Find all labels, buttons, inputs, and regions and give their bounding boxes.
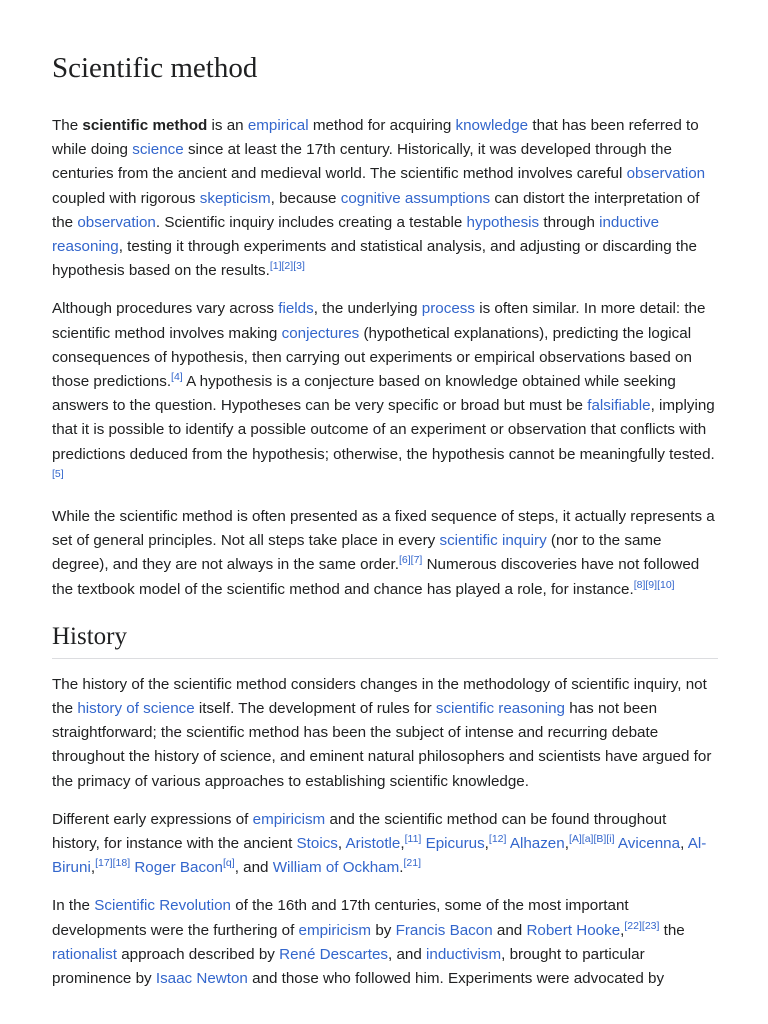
- intro-paragraph-1: [52, 114, 718, 283]
- text: the: [659, 921, 685, 939]
- text: ,: [400, 835, 405, 853]
- link-conjectures[interactable]: conjectures: [281, 324, 360, 342]
- link-al-biruni[interactable]: Al-Biruni: [52, 835, 707, 877]
- text: through: [539, 213, 600, 231]
- citation-B[interactable]: [B]: [593, 833, 607, 846]
- text: coupled with rigorous: [52, 189, 200, 207]
- text: Different early expressions of: [52, 810, 253, 828]
- link-process[interactable]: process: [421, 300, 475, 318]
- citation-4[interactable]: [4]: [171, 371, 183, 384]
- text: The history of the scientific method considers changes in the methodology of scientific inquiry, not the: [52, 675, 707, 718]
- text: In the: [52, 897, 95, 915]
- text: ,: [564, 835, 569, 853]
- link-fields[interactable]: fields: [278, 300, 314, 318]
- text: of the 16th and 17th centuries, some of the most important developments were the furthering of: [52, 897, 629, 939]
- link-scientific-inquiry[interactable]: scientific inquiry: [439, 532, 547, 550]
- link-hypothesis[interactable]: hypothesis: [466, 213, 540, 231]
- link-scientific-reasoning[interactable]: scientific reasoning: [435, 700, 566, 718]
- note-a[interactable]: [a]: [581, 833, 594, 846]
- link-rationalist[interactable]: rationalist: [52, 945, 117, 963]
- link-isaac-newton[interactable]: Isaac Newton: [155, 970, 248, 988]
- link-robert-hooke[interactable]: Robert Hooke: [526, 921, 621, 939]
- history-paragraph-3: [52, 894, 718, 991]
- link-history-of-science[interactable]: history of science: [77, 700, 195, 718]
- text: (hypothetical explanations), predicting the logical consequences of hypothesis, then carrying out experiments or empirical observations based on those predictions.: [52, 324, 692, 391]
- text: and: [492, 921, 527, 939]
- text: by: [371, 921, 396, 939]
- text: (nor to the same degree), and they are not always in the same order.: [52, 532, 662, 574]
- text: ,: [484, 835, 489, 853]
- text: .: [399, 859, 404, 877]
- citation-11[interactable]: [11]: [404, 833, 422, 846]
- citation-21[interactable]: [21]: [403, 857, 422, 870]
- page-title: Scientific method: [52, 52, 258, 84]
- citation-8[interactable]: [8]: [633, 578, 646, 591]
- text: ,: [680, 835, 688, 853]
- article-content: [52, 48, 718, 1005]
- text: , implying that it is possible to identify a possible outcome of an experiment or observation that conflicts with predictions deduced from the hypothesis; otherwise, the hypothesis cannot be meaningfully tested.: [52, 397, 715, 463]
- text: , the underlying: [313, 300, 422, 318]
- text: , testing it through experiments and statistical analysis, and adjusting or discarding the hypothesis based on the results.: [52, 238, 698, 280]
- text: method for acquiring: [308, 117, 456, 134]
- link-william-of-ockham[interactable]: William of Ockham: [272, 859, 400, 877]
- text: and the scientific method can be found throughout history, for instance with the ancient: [52, 810, 667, 853]
- text: ,: [90, 859, 96, 877]
- link-roger-bacon[interactable]: Roger Bacon: [134, 859, 223, 877]
- text: that has been referred to while doing: [52, 117, 699, 159]
- link-epicurus[interactable]: Epicurus: [425, 835, 485, 853]
- link-francis-bacon[interactable]: Francis Bacon: [395, 921, 493, 939]
- link-empiricism[interactable]: empiricism: [252, 810, 326, 828]
- citation-22[interactable]: [22]: [624, 919, 642, 932]
- citation-A[interactable]: [A]: [568, 833, 582, 846]
- link-observation-2[interactable]: observation: [77, 213, 156, 231]
- link-inductive-reasoning[interactable]: inductive reasoning: [52, 213, 660, 256]
- link-empiricism-2[interactable]: empiricism: [298, 921, 372, 939]
- text: since at least the 17th century. Historically, it was developed through the centuries from the ancient and medieval world. The scientific method involves careful: [52, 141, 672, 183]
- link-rene-descartes[interactable]: René Descartes: [279, 945, 389, 963]
- citation-1[interactable]: [1]: [269, 260, 282, 273]
- text: has not been straightforward; the scientific method has been the subject of intense and recurring debate throughout the history of science, and eminent natural philosophers and scientists have argued for the primacy of various approaches to establishing scientific knowledge.: [52, 700, 712, 790]
- text: can distort the interpretation of the: [52, 189, 700, 231]
- text: is often similar. In more detail: the scientific method involves making: [52, 300, 706, 342]
- link-stoics[interactable]: Stoics: [296, 835, 338, 853]
- text: , and: [388, 945, 427, 963]
- note-q[interactable]: [q]: [223, 857, 235, 870]
- citation-9[interactable]: [9]: [645, 578, 658, 591]
- link-avicenna[interactable]: Avicenna: [617, 835, 681, 853]
- section-heading-history: History: [52, 620, 718, 659]
- intro-paragraph-3: [52, 505, 718, 602]
- text: ,: [337, 835, 346, 853]
- link-inductivism[interactable]: inductivism: [426, 945, 502, 963]
- link-science[interactable]: science: [132, 141, 184, 159]
- text: A hypothesis is a conjecture based on knowledge obtained while seeking answers to the question. Hypotheses can be very specific or broad but must be: [52, 373, 676, 415]
- text: , brought to particular prominence by: [52, 945, 645, 988]
- link-aristotle[interactable]: Aristotle: [345, 835, 401, 853]
- text: While the scientific method is often presented as a fixed sequence of steps, it actually represents a set of general principles. Not all steps take place in every: [52, 508, 715, 550]
- intro-paragraph-2: [52, 297, 718, 491]
- citation-3[interactable]: [3]: [293, 260, 305, 273]
- citation-2[interactable]: [2]: [281, 260, 294, 273]
- citation-17[interactable]: [17]: [95, 857, 113, 870]
- text: is an: [207, 117, 248, 134]
- text: itself. The development of rules for: [194, 700, 436, 718]
- text: The: [52, 117, 83, 134]
- history-paragraph-2: [52, 808, 718, 881]
- link-skepticism[interactable]: skepticism: [199, 189, 271, 207]
- citation-6[interactable]: [6]: [398, 554, 411, 567]
- link-empirical[interactable]: empirical: [247, 117, 309, 134]
- text: , because: [270, 189, 341, 207]
- citation-10[interactable]: [10]: [657, 578, 675, 591]
- text: Numerous discoveries have not followed the textbook model of the scientific method and chance has played a role, for instance.: [52, 556, 700, 598]
- text: ,: [620, 921, 625, 939]
- citation-5[interactable]: [5]: [52, 467, 64, 480]
- link-scientific-revolution[interactable]: Scientific Revolution: [94, 897, 231, 915]
- link-knowledge[interactable]: knowledge: [455, 117, 529, 134]
- text: Although procedures vary across: [52, 300, 279, 318]
- citation-18[interactable]: [18]: [112, 857, 131, 870]
- citation-12[interactable]: [12]: [488, 833, 507, 846]
- text: . Scientific inquiry includes creating a testable: [155, 213, 467, 231]
- bold-term: scientific method: [82, 117, 208, 134]
- link-falsifiable[interactable]: falsifiable: [587, 397, 651, 415]
- text: approach described by: [117, 945, 280, 963]
- text: , and: [234, 859, 273, 877]
- history-paragraph-1: [52, 673, 718, 794]
- citation-7[interactable]: [7]: [410, 554, 423, 567]
- link-alhazen[interactable]: Alhazen: [509, 835, 565, 853]
- link-cognitive-assumptions[interactable]: cognitive assumptions: [340, 189, 491, 207]
- link-observation[interactable]: observation: [626, 165, 706, 183]
- note-i[interactable]: [i]: [606, 833, 615, 846]
- citation-23[interactable]: [23]: [641, 919, 660, 932]
- text: and those who followed him. Experiments were advocated by: [247, 970, 665, 988]
